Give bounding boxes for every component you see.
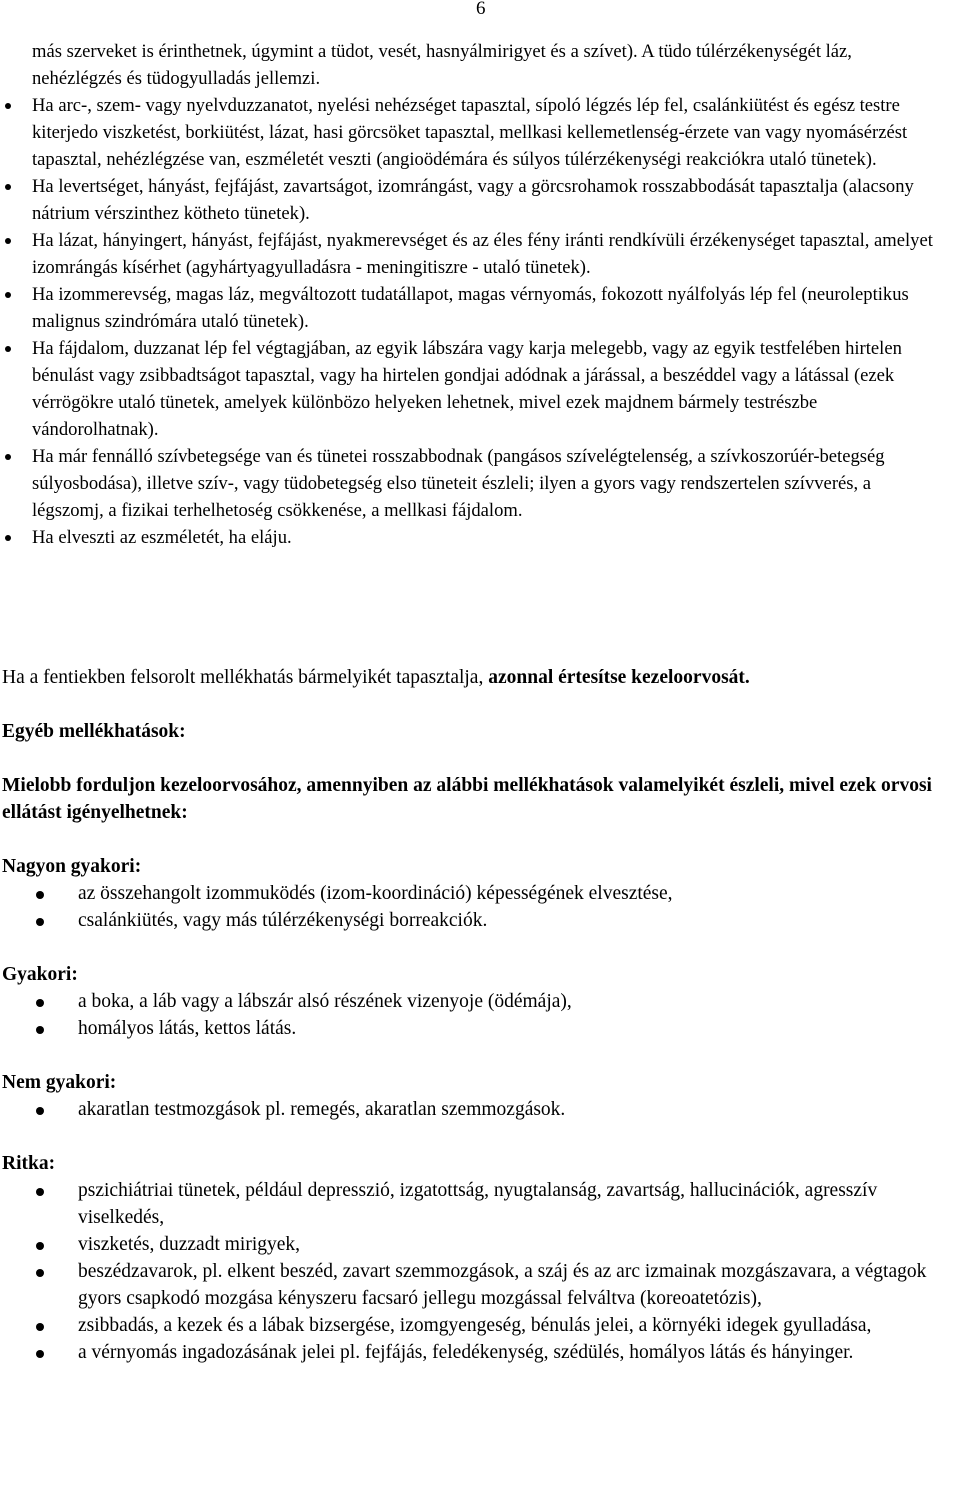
other-side-effects-heading: Egyéb mellékhatások: <box>2 721 186 742</box>
serious-side-effects-section <box>32 38 937 551</box>
list-item: Ha izommerevség, magas láz, megváltozott tudatállapot, magas vérnyomás, fokozott nyálfolyás lép fel (neuroleptikus malignus szindrómára utaló tünetek). <box>32 281 937 335</box>
list-item: homályos látás, kettos látás. <box>78 1015 932 1042</box>
list-item: beszédzavarok, pl. elkent beszéd, zavart szemmozgások, a száj és az arc izmainak mozgászavara, a végtagok gyors csapkodó mozgása kényszeru facsaró jellegu mozgással felváltva (koreoatetózis), <box>78 1258 932 1312</box>
warning-paragraph <box>2 664 932 691</box>
category-list-very-common <box>2 880 932 934</box>
category-list-uncommon <box>2 1096 932 1123</box>
list-item: viszketés, duzzadt mirigyek, <box>78 1231 932 1258</box>
list-item: Ha elveszti az eszméletét, ha eláju. <box>32 524 937 551</box>
list-item: Ha levertséget, hányást, fejfájást, zavartságot, izomrángást, vagy a görcsrohamok rosszabbodását tapasztalja (alacsony nátrium vérszinthez kötheto tünetek). <box>32 173 937 227</box>
list-item: akaratlan testmozgások pl. remegés, akaratlan szemmozgások. <box>78 1096 932 1123</box>
list-item: az összehangolt izommuködés (izom-koordináció) képességének elvesztése, <box>78 880 932 907</box>
serious-side-effects-list <box>32 92 937 551</box>
warning-bold: azonnal értesítse kezeloorvosát. <box>488 667 750 688</box>
warning-text: Ha a fentiekben felsorolt mellékhatás bármelyikét tapasztalja, <box>2 667 489 688</box>
list-item: csalánkiütés, vagy más túlérzékenységi borreakciók. <box>78 907 932 934</box>
list-item: Ha arc-, szem- vagy nyelvduzzanatot, nyelési nehézséget tapasztal, sípoló légzés lép fel, csalánkiütést és egész testre kiterjedo viszketést, borkiütést, lázat, hasi görcsöket tapasztal, mellkasi kellemetlenség-érzete van vagy nyomásérzést tapasztal, nehézlégzése van, eszméletét veszti (angioödémára és súlyos túlérzékenységi reakciókra utaló tünetek). <box>32 92 937 173</box>
category-heading-uncommon: Nem gyakori: <box>2 1072 117 1093</box>
category-list-rare <box>2 1177 932 1366</box>
list-item: zsibbadás, a kezek és a lábak bizsergése, izomgyengeség, bénulás jelei, a környéki idegek gyulladása, <box>78 1312 932 1339</box>
intro-paragraph: Mielobb forduljon kezeloorvosához, amennyiben az alábbi mellékhatások valamelyikét észleli, mivel ezek orvosi ellátást igényelhetnek: <box>2 775 932 823</box>
category-list-common <box>2 988 932 1042</box>
list-item: a boka, a láb vagy a lábszár alsó részének vizenyoje (ödémája), <box>78 988 932 1015</box>
list-item: Ha fájdalom, duzzanat lép fel végtagjában, az egyik lábszára vagy karja melegebb, vagy az egyik testfelében hirtelen bénulást vagy zsibbadtságot tapasztal, vagy ha hirtelen gondjai adódnak a járással, a beszéddel vagy a látással (ezek vérrögökre utaló tünetek, amelyek különbözo helyeken lehetnek, mivel ezek majdnem bármely testrészbe vándorolhatnak). <box>32 335 937 443</box>
other-side-effects-section <box>2 664 932 1366</box>
page-number: 6 <box>476 0 486 19</box>
category-heading-common: Gyakori: <box>2 964 78 985</box>
list-item: Ha lázat, hányingert, hányást, fejfájást, nyakmerevséget és az éles fény iránti rendkívüli érzékenységet tapasztal, amelyet izomrángás kísérhet (agyhártyagyulladásra - meningitiszre - utaló tünetek). <box>32 227 937 281</box>
list-item: pszichiátriai tünetek, például depresszió, izgatottság, nyugtalanság, zavartság, hallucinációk, agresszív viselkedés, <box>78 1177 932 1231</box>
category-heading-rare: Ritka: <box>2 1153 56 1174</box>
category-heading-very-common: Nagyon gyakori: <box>2 856 142 877</box>
continuation-paragraph: más szerveket is érinthetnek, úgymint a tüdot, vesét, hasnyálmirigyet és a szívet). A tüdo túlérzékenységét láz, nehézlégzés és tüdogyulladás jellemzi. <box>32 41 852 89</box>
list-item: Ha már fennálló szívbetegsége van és tünetei rosszabbodnak (pangásos szívelégtelenség, a szívkoszorúér-betegség súlyosbodása), illetve szív-, vagy tüdobetegség elso tüneteit észleli; ilyen a gyors vagy rendszertelen szívverés, a légszomj, a fizikai terhelhetoség csökkenése, a mellkasi fájdalom. <box>32 443 937 524</box>
list-item: a vérnyomás ingadozásának jelei pl. fejfájás, feledékenység, szédülés, homályos látás és hányinger. <box>78 1339 932 1366</box>
